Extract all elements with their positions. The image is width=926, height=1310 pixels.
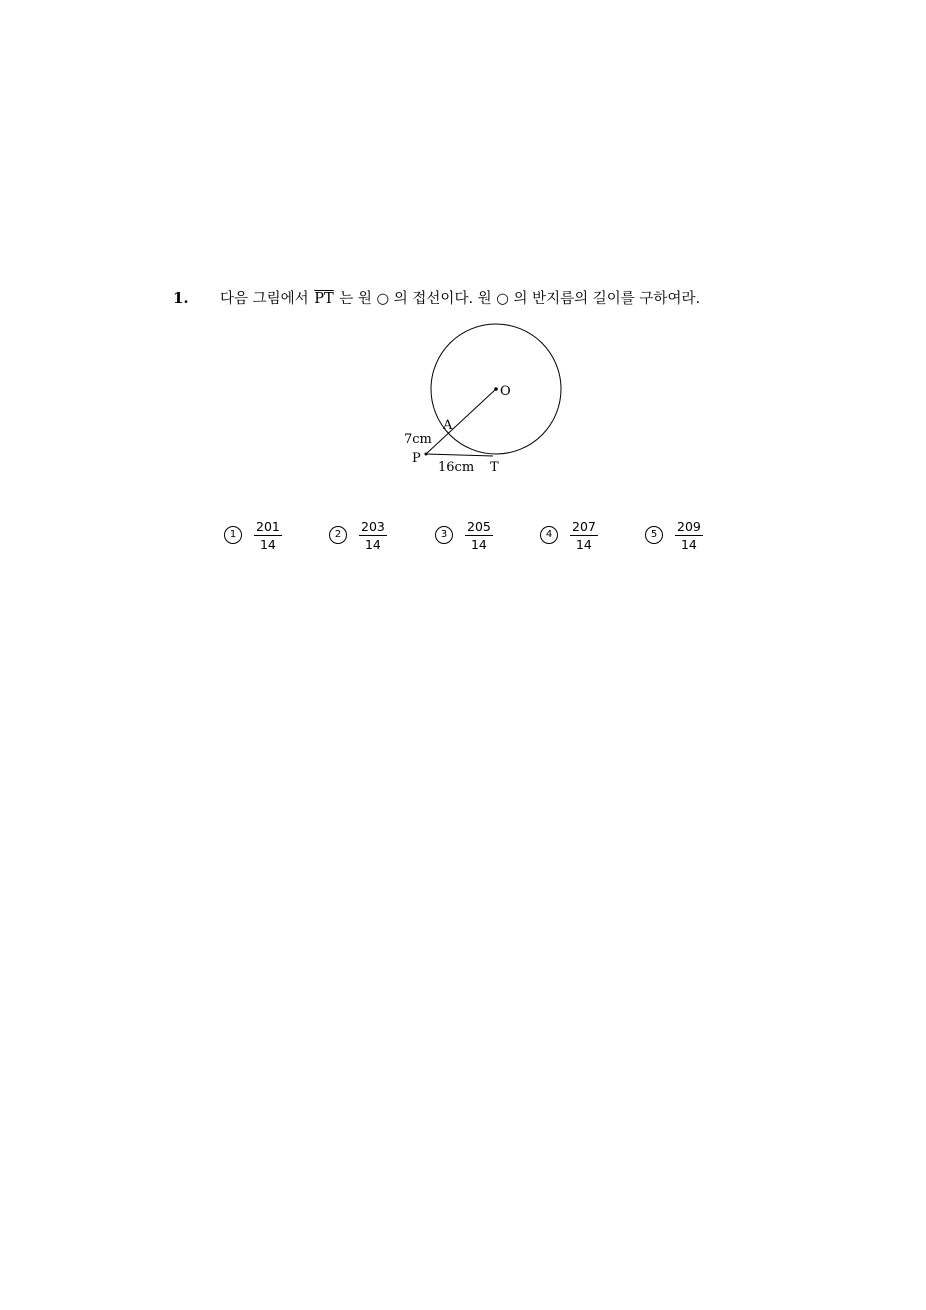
question-text xyxy=(220,289,700,309)
denominator: 14 xyxy=(575,536,592,552)
label-pt-length: 16cm xyxy=(438,460,475,475)
answer-choices xyxy=(0,515,926,555)
choice-5[interactable] xyxy=(645,515,703,555)
fraction xyxy=(359,519,387,552)
label-o: O xyxy=(500,384,511,399)
fraction xyxy=(675,519,703,552)
choice-marker: 4 xyxy=(540,526,558,544)
choice-marker: 2 xyxy=(329,526,347,544)
fraction xyxy=(465,519,493,552)
question-text-part-3: 는 원 ○ 의 접선이다. 원 ○ 의 반지름의 길이를 구하여라. xyxy=(334,291,701,307)
fraction xyxy=(254,519,282,552)
segment-pt xyxy=(426,454,493,456)
numerator: 203 xyxy=(361,518,385,534)
numerator: 207 xyxy=(572,518,596,534)
fraction xyxy=(570,519,598,552)
choice-4[interactable] xyxy=(540,515,598,555)
numerator: 205 xyxy=(467,518,491,534)
choice-marker: 5 xyxy=(645,526,663,544)
question-text-part-1: 다음 그림에서 xyxy=(220,291,314,307)
numerator: 201 xyxy=(256,518,280,534)
label-p: P xyxy=(412,451,421,466)
choice-3[interactable] xyxy=(435,515,493,555)
label-t: T xyxy=(490,460,499,475)
choice-marker: 3 xyxy=(435,526,453,544)
center-point-o xyxy=(494,387,498,391)
choice-1[interactable] xyxy=(224,515,282,555)
numerator: 209 xyxy=(677,518,701,534)
segment-pt-notation: $\overline{PT}$ xyxy=(314,291,334,307)
choice-marker: 1 xyxy=(224,526,242,544)
denominator: 14 xyxy=(680,536,697,552)
denominator: 14 xyxy=(364,536,381,552)
label-a: A xyxy=(443,418,453,433)
geometry-figure xyxy=(395,318,575,480)
denominator: 14 xyxy=(470,536,487,552)
circle-tangent-diagram xyxy=(395,318,575,480)
label-pa-length: 7cm xyxy=(404,432,432,447)
point-p xyxy=(425,453,428,456)
question-number: 1. xyxy=(173,289,189,307)
choice-2[interactable] xyxy=(329,515,387,555)
denominator: 14 xyxy=(259,536,276,552)
